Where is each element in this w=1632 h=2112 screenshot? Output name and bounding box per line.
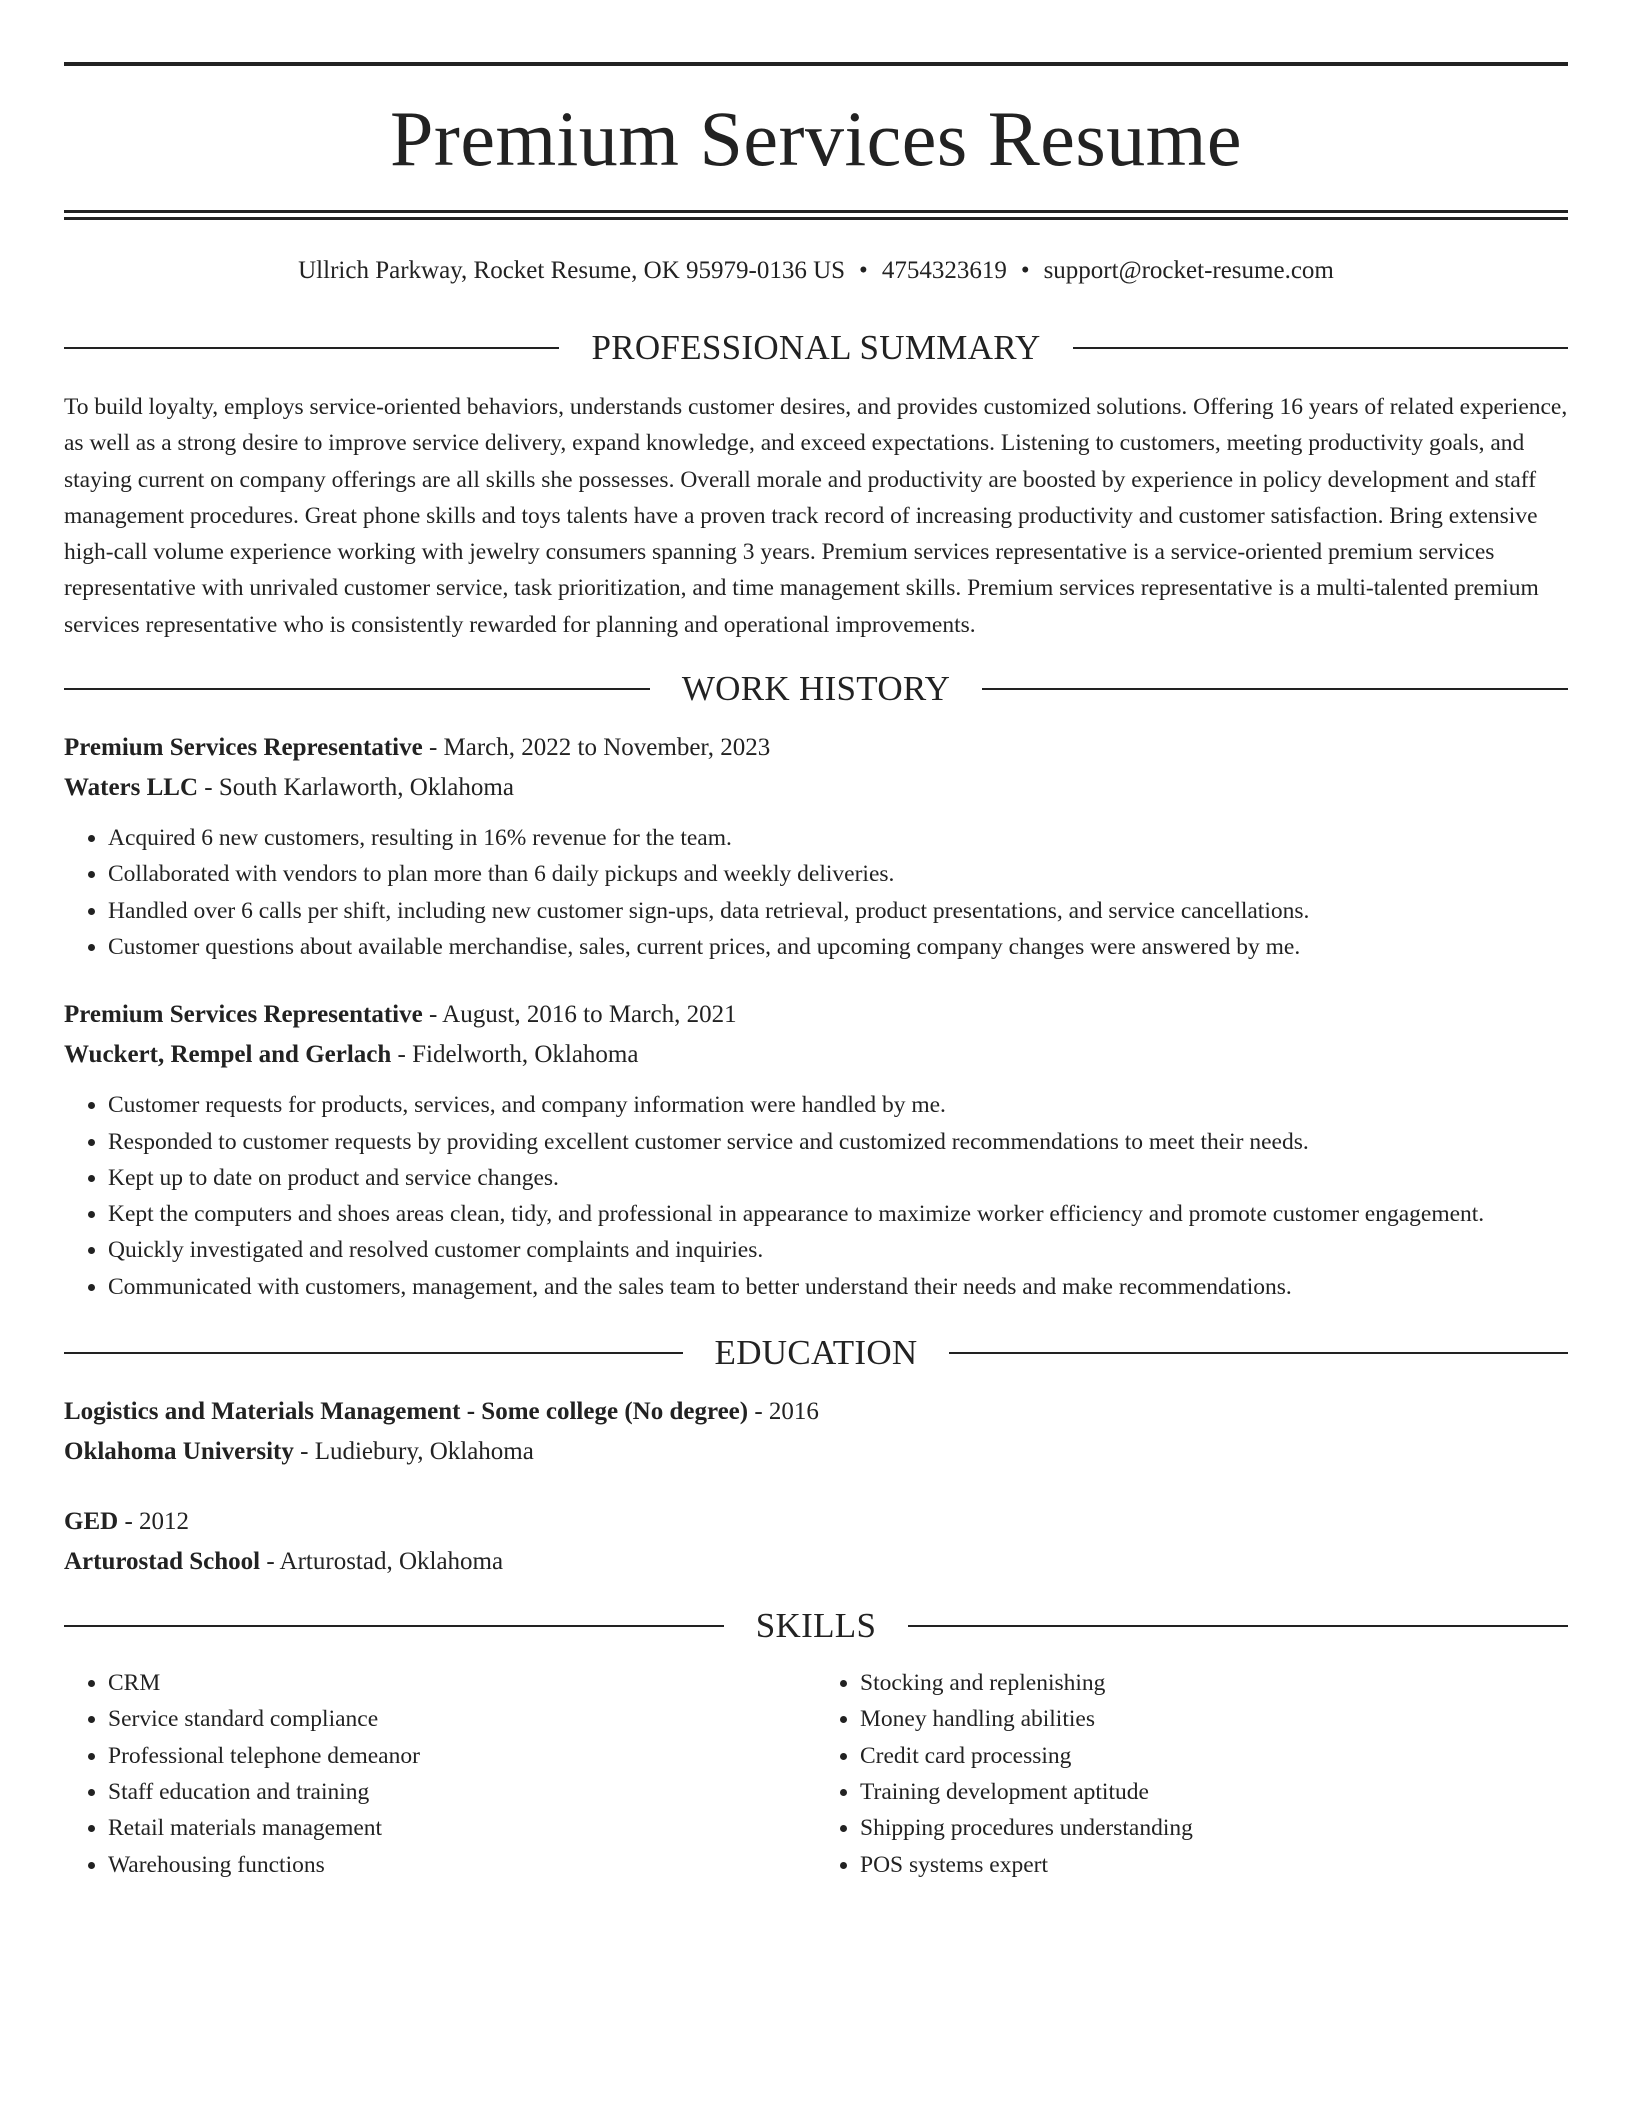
education-entry [64, 1502, 1568, 1582]
job-company-line [64, 1035, 1568, 1075]
section-title: SKILLS [755, 1606, 877, 1646]
top-rule [64, 62, 1568, 66]
heading-rule [982, 688, 1568, 690]
contact-phone: 4754323619 [881, 257, 1007, 284]
list-item: • Acquired 6 new customers, resulting in 16% revenue for the team. [108, 820, 1568, 856]
job-title-line [64, 995, 1568, 1035]
job-bullets [64, 820, 1568, 965]
job-title: Premium Services Representative [64, 734, 423, 762]
list-item: • Professional telephone demeanor [108, 1738, 816, 1774]
list-item: • Kept up to date on product and service changes. [108, 1160, 1568, 1196]
contact-address: Ullrich Parkway, Rocket Resume, OK 95979-0136 US [298, 257, 846, 284]
list-item: • Service standard compliance [108, 1701, 816, 1737]
list-item: • Kept the computers and shoes areas clean, tidy, and professional in appearance to maximize worker efficiency and promote customer engagement. [108, 1196, 1568, 1232]
degree: Logistics and Materials Management - Some college (No degree) [64, 1398, 749, 1426]
list-item: • Warehousing functions [108, 1847, 816, 1883]
job-bullets [64, 1087, 1568, 1305]
job-dates: - August, 2016 to March, 2021 [422, 1001, 737, 1029]
degree-line [64, 1392, 1568, 1432]
section-heading-education [64, 1333, 1568, 1373]
list-item: • POS systems expert [860, 1847, 1568, 1883]
list-item: • Quickly investigated and resolved customer complaints and inquiries. [108, 1232, 1568, 1268]
list-item: • Handled over 6 calls per shift, including new customer sign-ups, data retrieval, product presentations, and service cancellations. [108, 893, 1568, 929]
skills-list-right [816, 1665, 1568, 1883]
list-item: • Communicated with customers, management, and the sales team to better understand their needs and make recommendations. [108, 1269, 1568, 1305]
heading-rule [64, 1625, 724, 1627]
section-title: PROFESSIONAL SUMMARY [591, 328, 1041, 367]
degree-line [64, 1502, 1568, 1542]
school-location: - Ludiebury, Oklahoma [293, 1438, 534, 1466]
title-double-rule [64, 210, 1568, 220]
list-item: • Stocking and replenishing [860, 1665, 1568, 1701]
job-entry [64, 995, 1568, 1305]
summary-text: To build loyalty, employs service-oriented behaviors, understands customer desires, and provides customized solutions. Offering 16 years of related experience, as well as a strong desire to improve service delivery, expand knowledge, and exceed expectations. Listening to customers, meeting productivity goals, and staying current on company offerings are all skills she possesses. Overall morale and productivity are boosted by experience in policy development and staff management procedures. Great phone skills and toys talents have a proven track record of increasing productivity and customer satisfaction. Bring extensive high-call volume experience working with jewelry consumers spanning 3 years. Premium services representative is a service-oriented premium services representative with unrivaled customer service, task prioritization, and time management skills. Premium services representative is a multi-talented premium services representative who is consistently rewarded for planning and operational improvements. [64, 394, 1568, 638]
school-location: - Arturostad, Oklahoma [260, 1548, 504, 1576]
list-item: • Shipping procedures understanding [860, 1810, 1568, 1846]
degree: GED [64, 1508, 119, 1536]
job-company: Waters LLC [64, 774, 199, 802]
list-item: • Retail materials management [108, 1810, 816, 1846]
section-heading-summary [64, 330, 1568, 365]
list-item: • Customer requests for products, services, and company information were handled by me. [108, 1087, 1568, 1123]
degree-year: - 2016 [748, 1398, 819, 1426]
section-title: EDUCATION [714, 1333, 918, 1373]
list-item: • Responded to customer requests by providing excellent customer service and customized recommendations to meet their needs. [108, 1124, 1568, 1160]
list-item: • Collaborated with vendors to plan more than 6 daily pickups and weekly deliveries. [108, 856, 1568, 892]
list-item: • Credit card processing [860, 1738, 1568, 1774]
job-company-line [64, 768, 1568, 808]
heading-rule [908, 1625, 1568, 1627]
school-line [64, 1542, 1568, 1582]
list-item: • Customer questions about available merchandise, sales, current prices, and upcoming company changes were answered by me. [108, 929, 1568, 965]
job-title: Premium Services Representative [64, 1001, 423, 1029]
contact-separator: • [1020, 257, 1030, 284]
resume-title: Premium Services Resume [389, 95, 1243, 182]
school-line [64, 1432, 1568, 1472]
section-heading-work [64, 669, 1568, 709]
list-item: • Training development aptitude [860, 1774, 1568, 1810]
heading-rule [1073, 347, 1568, 349]
skills-list-left [64, 1665, 816, 1883]
heading-rule [949, 1352, 1568, 1354]
school: Oklahoma University [64, 1438, 294, 1466]
job-entry [64, 728, 1568, 965]
list-item: • CRM [108, 1665, 816, 1701]
degree-year: - 2012 [118, 1508, 190, 1536]
list-item: • Staff education and training [108, 1774, 816, 1810]
contact-separator: • [859, 257, 868, 284]
job-location: - Fidelworth, Oklahoma [391, 1041, 639, 1069]
job-dates: - March, 2022 to November, 2023 [422, 734, 771, 762]
heading-rule [64, 347, 559, 349]
job-location: - South Karlaworth, Oklahoma [198, 774, 514, 802]
job-company: Wuckert, Rempel and Gerlach [64, 1041, 392, 1069]
school: Arturostad School [64, 1548, 261, 1576]
skills-columns [64, 1665, 1568, 1883]
section-title: WORK HISTORY [681, 669, 951, 709]
heading-rule [64, 1352, 683, 1354]
contact-line [64, 256, 1568, 286]
contact-email: support@rocket-resume.com [1043, 257, 1334, 284]
job-title-line [64, 728, 1568, 768]
list-item: • Money handling abilities [860, 1701, 1568, 1737]
section-heading-skills [64, 1606, 1568, 1646]
heading-rule [64, 688, 650, 690]
education-entry [64, 1392, 1568, 1472]
